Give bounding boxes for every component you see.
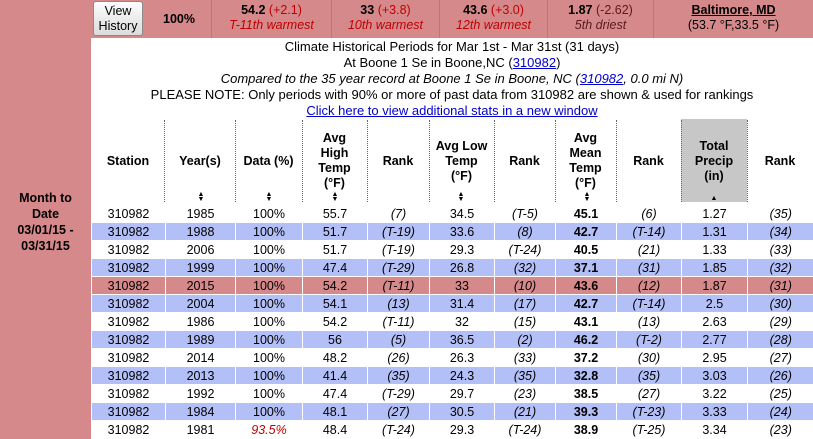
cell-low: 30.5 (430, 403, 495, 421)
col-header-label: (°F) (451, 168, 472, 183)
report-location (91, 55, 813, 71)
cell-year: 2013 (166, 367, 236, 385)
cell-precip: 2.63 (682, 313, 748, 331)
cell-low-rank: (T-24) (495, 421, 556, 439)
cell-mean: 32.8 (556, 367, 617, 385)
cell-precip-rank: (24) (748, 403, 813, 421)
table-row (92, 385, 813, 403)
climate-table (91, 204, 813, 439)
cell-precip: 2.77 (682, 331, 748, 349)
table-row (92, 223, 813, 241)
cell-year: 2014 (166, 349, 236, 367)
col-header-label: Mean (569, 146, 602, 160)
cell-low-rank: (21) (495, 403, 556, 421)
cell-high-rank: (T-19) (368, 223, 430, 241)
sort-icon[interactable]: ▲ ▼ (197, 191, 205, 203)
cell-low: 34.5 (430, 205, 495, 223)
summary-anomaly: (+3.8) (377, 3, 411, 17)
cell-mean-rank: (T-14) (617, 295, 682, 313)
cell-low-rank: (32) (495, 259, 556, 277)
col-header-label: (°F) (324, 176, 345, 190)
cell-mean: 43.6 (556, 277, 617, 295)
cell-station: 310982 (92, 259, 166, 277)
cell-high-rank: (T-19) (368, 241, 430, 259)
summary-rank: 12th warmest (455, 18, 532, 32)
cell-precip-rank: (35) (748, 205, 813, 223)
period-label-line: Date (31, 207, 60, 221)
cell-low: 29.3 (430, 421, 495, 439)
cell-station: 310982 (92, 403, 166, 421)
cell-mean: 43.1 (556, 313, 617, 331)
col-header-label: Temp (318, 161, 351, 175)
cell-low-rank: (33) (495, 349, 556, 367)
cell-high: 41.4 (303, 367, 368, 385)
summary-value: 33 (360, 3, 375, 17)
cell-year: 1992 (166, 385, 236, 403)
col-header-label: Avg (573, 131, 598, 145)
cell-precip: 2.95 (682, 349, 748, 367)
cell-mean: 45.1 (556, 205, 617, 223)
cell-low: 29.7 (430, 385, 495, 403)
station-link[interactable]: Baltimore, MD (691, 3, 776, 17)
cell-precip: 1.85 (682, 259, 748, 277)
cell-high: 51.7 (303, 223, 368, 241)
col-header-label: High (320, 146, 349, 160)
cell-data: 93.5% (236, 421, 303, 439)
summary-rank: T-11th warmest (229, 18, 314, 32)
summary-value: 43.6 (463, 3, 488, 17)
cell-mean-rank: (30) (617, 349, 682, 367)
col-header-label: (°F) (575, 176, 596, 190)
cell-high-rank: (T-24) (368, 421, 430, 439)
summary-data-pct: 100% (163, 12, 195, 26)
cell-precip: 2.5 (682, 295, 748, 313)
cell-station: 310982 (92, 331, 166, 349)
col-header-label: Avg (322, 131, 347, 145)
cell-station: 310982 (92, 277, 166, 295)
cell-precip: 3.34 (682, 421, 748, 439)
col-header-label: Precip (694, 153, 734, 168)
cell-high: 48.4 (303, 421, 368, 439)
cell-high-rank: (T-11) (368, 277, 430, 295)
summary-precip (547, 0, 653, 38)
cell-high-rank: (T-11) (368, 313, 430, 331)
cell-mean-rank: (T-14) (617, 223, 682, 241)
cell-station: 310982 (92, 205, 166, 223)
table-row (92, 295, 813, 313)
summary-station (653, 0, 813, 38)
cell-mean: 38.9 (556, 421, 617, 439)
cell-data: 100% (236, 349, 303, 367)
summary-value: 1.87 (568, 3, 593, 17)
cell-year: 1986 (166, 313, 236, 331)
cell-low-rank: (8) (495, 223, 556, 241)
station-id-link[interactable]: 310982 (512, 55, 557, 70)
cell-precip: 3.33 (682, 403, 748, 421)
cell-precip: 3.22 (682, 385, 748, 403)
cell-low: 26.8 (430, 259, 495, 277)
cell-high: 47.4 (303, 385, 368, 403)
cell-year: 1981 (166, 421, 236, 439)
cell-year: 2004 (166, 295, 236, 313)
summary-rank: 5th driest (574, 18, 627, 32)
cell-year: 1999 (166, 259, 236, 277)
summary-avg-low (331, 0, 439, 38)
col-header-label: Year(s) (179, 153, 221, 168)
comparison-text: Compared to the 35 year record at Boone 1 Se in Boone, NC ( (220, 71, 580, 86)
summary-value: 54.2 (241, 3, 266, 17)
cell-high: 48.2 (303, 349, 368, 367)
cell-high-rank: (T-29) (368, 259, 430, 277)
cell-mean-rank: (21) (617, 241, 682, 259)
cell-data: 100% (236, 367, 303, 385)
cell-data: 100% (236, 403, 303, 421)
report-header (91, 38, 813, 118)
cell-high-rank: (T-29) (368, 385, 430, 403)
summary-anomaly: (+2.1) (268, 3, 302, 17)
cell-mean-rank: (12) (617, 277, 682, 295)
left-column (0, 0, 91, 439)
cell-year: 2006 (166, 241, 236, 259)
cell-data: 100% (236, 241, 303, 259)
cell-high: 51.7 (303, 241, 368, 259)
cell-mean-rank: (27) (617, 385, 682, 403)
table-row (92, 259, 813, 277)
cell-mean-rank: (31) (617, 259, 682, 277)
cell-mean: 39.3 (556, 403, 617, 421)
cell-data: 100% (236, 259, 303, 277)
sort-up-icon[interactable]: ▲ (710, 195, 718, 202)
cell-low-rank: (23) (495, 385, 556, 403)
additional-stats-link[interactable]: Click here to view additional stats in a new window (306, 103, 598, 118)
cell-mean-rank: (35) (617, 367, 682, 385)
cell-mean-rank: (T-25) (617, 421, 682, 439)
cell-year: 1984 (166, 403, 236, 421)
comparison-text: , 0.0 mi N) (623, 71, 684, 86)
cell-low-rank: (17) (495, 295, 556, 313)
summary-avg-high (211, 0, 331, 38)
view-history-button[interactable] (93, 1, 143, 36)
cell-mean: 37.2 (556, 349, 617, 367)
cell-station: 310982 (92, 421, 166, 439)
cell-precip: 1.33 (682, 241, 748, 259)
cell-data: 100% (236, 205, 303, 223)
col-header-precip[interactable] (681, 118, 747, 204)
view-history-label: History (98, 19, 138, 33)
comparison-station-link[interactable]: 310982 (579, 71, 624, 86)
cell-low-rank: (35) (495, 367, 556, 385)
cell-high: 56 (303, 331, 368, 349)
cell-high-rank: (5) (368, 331, 430, 349)
cell-precip-rank: (23) (748, 421, 813, 439)
cell-high: 47.4 (303, 259, 368, 277)
cell-data: 100% (236, 385, 303, 403)
col-header-label: (in) (704, 168, 724, 183)
cell-precip-rank: (32) (748, 259, 813, 277)
cell-data: 100% (236, 295, 303, 313)
cell-low: 24.3 (430, 367, 495, 385)
cell-mean: 46.2 (556, 331, 617, 349)
station-normals: (53.7 °F,33.5 °F) (687, 18, 780, 32)
table-row (92, 205, 813, 223)
cell-low: 33.6 (430, 223, 495, 241)
sort-icon[interactable]: ▲ ▼ (265, 191, 273, 203)
cell-data: 100% (236, 313, 303, 331)
cell-precip-rank: (31) (748, 277, 813, 295)
location-text: ) (556, 55, 561, 70)
cell-high-rank: (7) (368, 205, 430, 223)
report-note: PLEASE NOTE: Only periods with 90% or more of past data from 310982 are shown & used for rankings (150, 87, 754, 102)
cell-high-rank: (13) (368, 295, 430, 313)
table-row (92, 331, 813, 349)
cell-mean-rank: (T-2) (617, 331, 682, 349)
summary-rank: 10th warmest (347, 18, 424, 32)
cell-station: 310982 (92, 385, 166, 403)
cell-station: 310982 (92, 241, 166, 259)
cell-mean-rank: (T-23) (617, 403, 682, 421)
cell-precip-rank: (25) (748, 385, 813, 403)
col-header-label: Data (%) (243, 153, 294, 168)
cell-mean: 42.7 (556, 223, 617, 241)
col-header-label: Temp (569, 161, 602, 175)
col-header-label: Avg Low (435, 138, 488, 153)
table-row (92, 421, 813, 439)
cell-data: 100% (236, 331, 303, 349)
cell-precip: 1.31 (682, 223, 748, 241)
cell-low: 29.3 (430, 241, 495, 259)
cell-year: 2015 (166, 277, 236, 295)
table-row (92, 313, 813, 331)
col-header-label: Station (106, 153, 150, 168)
cell-station: 310982 (92, 349, 166, 367)
report-comparison (91, 71, 813, 87)
table-row (92, 349, 813, 367)
table-row (92, 403, 813, 421)
cell-low-rank: (10) (495, 277, 556, 295)
table-row (92, 241, 813, 259)
cell-low-rank: (15) (495, 313, 556, 331)
cell-precip-rank: (30) (748, 295, 813, 313)
cell-high: 55.7 (303, 205, 368, 223)
cell-year: 1988 (166, 223, 236, 241)
table-row (92, 277, 813, 295)
cell-precip: 1.87 (682, 277, 748, 295)
cell-precip: 1.27 (682, 205, 748, 223)
col-header-precip-rank[interactable] (747, 118, 813, 204)
cell-precip-rank: (34) (748, 223, 813, 241)
report-title: Climate Historical Periods for Mar 1st - Mar 31st (31 days) (284, 39, 620, 54)
cell-precip-rank: (28) (748, 331, 813, 349)
cell-precip-rank: (26) (748, 367, 813, 385)
cell-precip: 3.03 (682, 367, 748, 385)
cell-station: 310982 (92, 367, 166, 385)
col-header-label: Rank (382, 153, 414, 168)
cell-station: 310982 (92, 223, 166, 241)
cell-low-rank: (2) (495, 331, 556, 349)
summary-anomaly: (-2.62) (596, 3, 633, 17)
cell-high-rank: (27) (368, 403, 430, 421)
view-history-label: View (104, 4, 132, 18)
location-text: At Boone 1 Se in Boone,NC ( (343, 55, 513, 70)
cell-mean-rank: (13) (617, 313, 682, 331)
cell-mean: 40.5 (556, 241, 617, 259)
col-header-low-rank[interactable] (494, 118, 555, 204)
period-label-line: 03/31/15 (21, 239, 70, 253)
sort-icon[interactable]: ▲ ▼ (457, 191, 465, 203)
cell-low: 33 (430, 277, 495, 295)
cell-high: 54.1 (303, 295, 368, 313)
cell-low: 36.5 (430, 331, 495, 349)
cell-precip-rank: (29) (748, 313, 813, 331)
cell-high: 54.2 (303, 277, 368, 295)
cell-high-rank: (35) (368, 367, 430, 385)
cell-precip-rank: (33) (748, 241, 813, 259)
cell-mean-rank: (6) (617, 205, 682, 223)
cell-precip-rank: (27) (748, 349, 813, 367)
cell-mean: 37.1 (556, 259, 617, 277)
cell-high: 54.2 (303, 313, 368, 331)
summary-avg-mean (439, 0, 547, 38)
cell-low: 32 (430, 313, 495, 331)
cell-station: 310982 (92, 295, 166, 313)
period-label (0, 190, 91, 254)
col-header-label: Rank (764, 153, 796, 168)
cell-high-rank: (26) (368, 349, 430, 367)
cell-data: 100% (236, 277, 303, 295)
cell-data: 100% (236, 223, 303, 241)
col-header-label: Total (699, 138, 729, 153)
period-label-line: 03/01/15 - (17, 223, 74, 237)
cell-mean: 42.7 (556, 295, 617, 313)
period-label-line: Month to (19, 191, 72, 205)
col-header-high-rank[interactable] (367, 118, 429, 204)
cell-low: 26.3 (430, 349, 495, 367)
cell-low-rank: (T-24) (495, 241, 556, 259)
col-header-station[interactable] (91, 118, 165, 204)
col-header-mean-rank[interactable] (616, 118, 681, 204)
table-row (92, 367, 813, 385)
cell-year: 1989 (166, 331, 236, 349)
sort-icon[interactable]: ▲ ▼ (583, 191, 591, 203)
col-header-label: Temp (445, 153, 478, 168)
cell-low: 31.4 (430, 295, 495, 313)
col-header-label: Rank (509, 153, 540, 168)
cell-mean: 38.5 (556, 385, 617, 403)
cell-year: 1985 (166, 205, 236, 223)
cell-low-rank: (T-5) (495, 205, 556, 223)
cell-high: 48.1 (303, 403, 368, 421)
col-header-label: Rank (633, 153, 664, 168)
cell-station: 310982 (92, 313, 166, 331)
summary-anomaly: (+3.0) (490, 3, 524, 17)
sort-icon[interactable]: ▲ ▼ (331, 191, 339, 203)
